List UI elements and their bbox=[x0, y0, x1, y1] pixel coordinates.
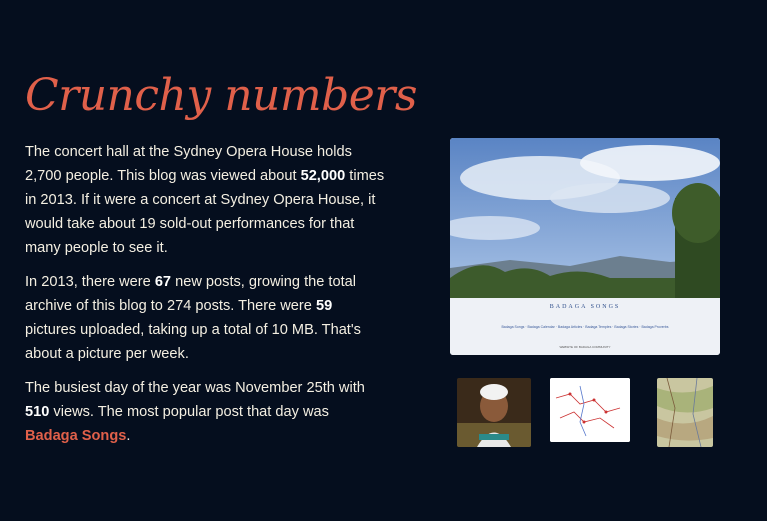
views-count: 52,000 bbox=[300, 168, 346, 184]
paragraph-busiest-day bbox=[25, 376, 385, 448]
paragraph-concert bbox=[25, 140, 385, 260]
new-posts-count: 67 bbox=[154, 274, 172, 290]
route-map-image bbox=[550, 378, 630, 442]
pictures-count: 59 bbox=[315, 298, 333, 314]
featured-post-image[interactable] bbox=[450, 138, 720, 355]
portrait-image bbox=[457, 378, 531, 447]
thumbnail-topo-map[interactable] bbox=[657, 378, 713, 447]
thumbnail-map[interactable] bbox=[550, 378, 630, 442]
paragraph-posts bbox=[25, 270, 385, 366]
text-segment: new posts, growing the total archive of this blog to 274 posts. There were bbox=[25, 274, 357, 314]
text-segment: views. The most popular post that day was bbox=[49, 404, 329, 420]
busiest-day-views: 510 bbox=[25, 404, 50, 420]
page-title: Crunchy numbers bbox=[25, 70, 417, 121]
text-segment: pictures uploaded, taking up a total of 10 MB. That's about a picture per week. bbox=[25, 322, 361, 362]
text-segment: In 2013, there were bbox=[25, 274, 155, 290]
terrain-map-image bbox=[657, 378, 713, 447]
site-nav: Badaga Songs · Badaga Calendar · Badaga Articles · Badaga Temples · Badaga Stories · Badaga Proverbs bbox=[501, 325, 669, 329]
text-segment: The busiest day of the year was November 25th with bbox=[25, 380, 365, 396]
landscape-photo bbox=[450, 138, 720, 355]
stats-text bbox=[25, 140, 385, 458]
text-segment: times in 2013. If it were a concert at Sydney Opera House, it would take about 19 sold-out performances for that many people to see it. bbox=[25, 168, 385, 256]
text-segment: The concert hall at the Sydney Opera House holds 2,700 people. This blog was viewed about bbox=[25, 144, 352, 184]
thumbnail-portrait[interactable] bbox=[457, 378, 531, 447]
site-footer: WEBSITE OF BADAGA COMMUNITY bbox=[559, 345, 611, 349]
popular-post-link[interactable]: Badaga Songs bbox=[25, 428, 127, 444]
text-segment: . bbox=[126, 428, 131, 444]
site-title: BADAGA SONGS bbox=[549, 304, 621, 310]
